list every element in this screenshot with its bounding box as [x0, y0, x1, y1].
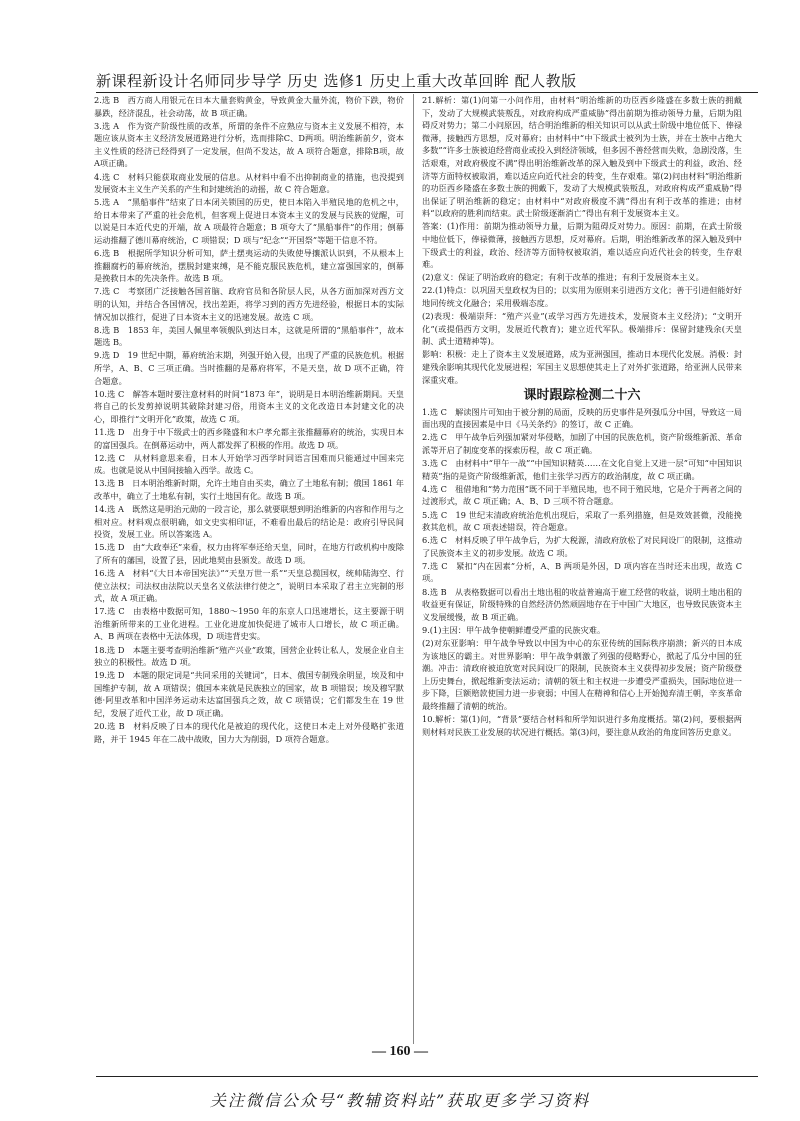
answer-item: 4.选 C 材料只能获取商业发展的信息。从材料中看不出抑制商业的措施，也没提到发展资本主义生产关系的产生和封建统治的动摇，故 C 符合题意。 [94, 171, 404, 195]
answer-item: 2.选 B 西方商人用银元在日本大量套购黄金，导致黄金大量外流，物价下跌，物价暴跌，经济混乱，社会动荡，故 B 项正确。 [94, 95, 404, 118]
answer-item: 13.选 B 日本明治维新时期，允许土地自由买卖，确立了土地私有制；俄国 1861 年改革中，确立了土地私有制，实行土地国有化。故选 B 项。 [94, 478, 404, 501]
answer-item: 14.选 A 既然这是明治元勋的一段言论，那么就要联想到明治维新的内容和作用与之相对应。材料观点很明确，如文史实相印证，不难看出最后的结论是：政府引导民间投资，发展工业。所以答案选 A。 [94, 504, 404, 540]
answer-item: 11.选 D 出身于中下级武士的西乡隆盛和木户孝允都主张推翻幕府的统治，实现日本的富国强兵。在倒幕运动中，两人都发挥了积极的作用。故选 D 项。 [94, 426, 404, 450]
left-column [94, 94, 404, 746]
answer-item: 10.解析：第(1)问，“背景”要结合材料和所学知识进行多角度概括。第(2)问，要根据两则材料对民族工业发展的状况进行概括。第(3)问，要注意从政治的角度回答历史意义。 [422, 714, 742, 737]
answer-item: (2)对东亚影响：甲午战争导致以中国为中心的东亚传统的国际秩序崩溃；新兴的日本成为该地区的霸主。对世界影响：甲午战争刺激了列强的侵略野心，掀起了瓜分中国的狂潮。冲击：清政府被迫放宽对民间设厂的限制，民族资本主义获得初步发展；资产阶级登上历史舞台，掀起维新变法运动；清朝的领土和主权进一步遭受严重损失，国际地位进一步下降，巨额赔款使国力进一步衰弱；中国人在精神和信心上开始抛弃清王朝，辛亥革命最终推翻了清朝的统治。 [422, 637, 742, 711]
right-column [422, 94, 742, 739]
answer-item: 1.选 C 解读图片可知由于被分割的局面，反映的历史事件是列强瓜分中国，导致这一局面出现的直接因素是中日《马关条约》的签订，故 C 正确。 [422, 406, 742, 430]
answer-item: 22.(1)特点：以巩固天皇政权为目的；以实用为原则来引进西方文化；善于引进但能好好地同传统文化融合；采用极端态度。 [422, 285, 742, 308]
answer-item: 18.选 D 本题主要考查明治维新“殖产兴业”政策，国营企业转让私人，发展企业自主独立的积极性。故选 D 项。 [94, 644, 404, 668]
answer-item: 答案：(1)作用：前期为推动领导力量，后期为阻碍反对势力。原因：前期，在武士阶级中地位低下，俸禄微薄，接触西方思想，反对幕府。后期，明治维新改革的深入触及到中下级武士的利益，政治、经济等方面特权被取消，难以适应向近代社会的转变，生存艰难。 [422, 221, 742, 270]
answer-item: 10.选 C 解答本题时要注意材料的时间“1873 年”，说明是日本明治维新期间。天皇将自己的长发剪掉说明其破除封建习俗，用资本主义的文化改造日本封建文化的决心，即推行“文明开化”政策，故选 C 项。 [94, 388, 404, 424]
answer-item: 8.选 B 从表格数据可以看出土地出租的收益普遍高于雇工经营的收益，说明土地出租的收益更有保证，阶级特殊的自然经济仍然顽固地存在于中国广大地区，也导致民族资本主义发展缓慢，故 B 项正确。 [422, 586, 742, 622]
answer-item: 5.选 C 19 世纪末清政府统治危机出现后，采取了一系列措施，但是效效甚微，没能挽救其危机，故 C 项表述错误，符合题意。 [422, 509, 742, 533]
answer-item: 17.选 C 由表格中数据可知，1880～1950 年的东京人口迅速增长，这主要源于明治维新所带来的工业化进程。工业化进度加快促进了城市人口增长，故 C 项正确。A、B 两项在表格中无法体现，D 项违背史实。 [94, 606, 404, 642]
answer-item: 7.选 C 考察团广泛接触各国首脑、政府官员和各阶层人民，从各方面加深对西方文明的认知，并结合各国情况，找出差距，将学习到的西方先进经验，根据日本的实际情况加以推行，促进了日本资本主义的迅速发展。故选 C 项。 [94, 286, 404, 322]
answer-item: 4.选 C 租借地和“势力范围”既不同于半殖民地，也不同于殖民地，它是介于两者之间的过渡形式，故 C 项正确；A、B、D 三项不符合题意。 [422, 483, 742, 507]
answer-item: 7.选 C 紧扣“内在因素”分析，A、B 两项是外因，D 项内容在当时还未出现，故选 C 项。 [422, 560, 742, 584]
answer-item: 20.选 B 材料反映了日本的现代化是被迫的现代化，这使日本走上对外侵略扩张道路，并于 1945 年在二战中战败，国力大为削弱，D 项符合题意。 [94, 721, 404, 744]
page-number: — 160 — [372, 1044, 428, 1059]
answer-item: 9.选 D 19 世纪中期，幕府统治末期，列强开始入侵，出现了严重的民族危机。根据所学，A、B、C 三项正确。当时推翻的是幕府将军，不是天皇，故 D 项不正确，符合题意。 [94, 350, 404, 386]
answer-item: (2)表现：极端崇拜：“殖产兴业”(或学习西方先进技术，发展资本主义经济)；“文明开化”(或提倡西方文明，发展近代教育)；建立近代军队。极端排斥：保留封建残余(天皇制、武士道精神等)。 [422, 311, 742, 347]
answer-item: 9.(1)主因：甲午战争使朝鲜遭受严重的民族灾难。 [422, 624, 606, 635]
answer-item: 15.选 D 由“大政奉还”来看，权力由将军奉还给天皇，同时，在地方行政机构中废除了所有的藩国，设置了县，因此地契由县颁发。故选 D 项。 [94, 542, 404, 565]
answer-item: 影响：积极：走上了资本主义发展道路，成为亚洲强国，推动日本现代化发展。消极：封建残余影响其现代化发展进程；军国主义思想使其走上了对外扩张道路，给亚洲人民带来深重灾难。 [422, 349, 742, 385]
section-title: 课时跟踪检测二十六 [523, 388, 641, 404]
answer-item: 6.选 B 根据所学知识分析可知，萨土摆夷运动的失败使导攘派认识到，不从根本上推翻腐朽的幕府统治，摆脱封建束缚，是不能克服民族危机，建立富强国家的，倒幕是挽救日本的先决条件。故选 B 项。 [94, 248, 404, 284]
page-header: 新课程新设计名师同步导学 历史 选修1 历史上重大改革回眸 配人教版 [96, 72, 577, 90]
answer-item: 6.选 C 材料反映了甲午战争后，为扩大税源，清政府放松了对民间设厂的限制，这推动了民族资本主义的初步发展。故选 C 项。 [422, 535, 742, 558]
answer-item: 3.选 A 作为资产阶级性质的改革，所谓的条件不应熟应与资本主义发展不相符，本题应该从资本主义经济发展道路进行分析，选而排除C、D两项。明治维新前夕，资本主义性质的经济已经得到了一定发展，但尚不发达，故 A 项符合题意，排除B项，故 A项正确。 [94, 120, 404, 169]
answer-item: 16.选 A 材料“《大日本帝国宪法》”“天皇万世一系”“天皇总揽国权，统帅陆海空、行使立法权；司法权由法院以天皇名义依法律行使之”，说明日本采取了君主立宪制的形式，故 A 项正确。 [94, 567, 404, 604]
answer-item: 21.解析：第(1)问第一小问作用，由材料“明治维新的功臣西乡隆盛在多数士族的拥戴下，发动了大规模武装叛乱，对政府构成严重威胁”得出前期为推动领导力量，后期为阻碍反对势力；第二小问原因，结合明治维新的相关知识可以从武士阶级中地位低下、俸禄微薄，接触西方思想，反对幕府；由材料中“中下级武士被列为士族，并在士族中占绝大多数”“许多士族被迫经营商业或投入到经济领域，但多因不善经营而失败，急剧没落，生活艰难，对政府极度不满”得出明治维新改革的深入触及到中下级武士的利益，政治、经济等方面特权被取消，难以适应向近代社会的转变，生存艰难。第(2)问由材料“明治维新的功臣西乡隆盛在多数士族的拥戴下，发动了大规模武装叛乱，对政府构成严重威胁”得出保证了明治维新的稳定；由材料中“对政府极度不满”得出有利于改革的推进；由材料“以政府的胜利而结束。武士阶级逐渐消亡”得出有利于发展资本主义。 [422, 95, 742, 219]
answer-item: (2)意义：保证了明治政府的稳定；有利于改革的推进；有利于发展资本主义。 [422, 272, 704, 283]
column-divider [413, 94, 414, 1044]
answer-item: 2.选 C 甲午战争后列强加紧对华侵略，加剧了中国的民族危机，资产阶级维新派、革命派等开启了制度变革的探索历程，故 C 项正确。 [422, 432, 742, 456]
header-rule [96, 92, 758, 93]
answer-item: 3.选 C 由材料中“甲午一战”“中国知识精英……在文化自觉上又进一层”可知“中国知识精英”指的是资产阶级维新派，他们主张学习西方的政治制度，故 C 项正确。 [422, 458, 742, 481]
footer-rule [96, 1076, 758, 1077]
footer-watermark: 关注微信公众号“教辅资料站”获取更多学习资料 [209, 1091, 591, 1110]
answer-item: 8.选 B 1853 年，美国人佩里率领舰队到达日本，这就是所谓的“黑船事件”，故本题选 B。 [94, 324, 404, 348]
answer-item: 12.选 C 从材料意思来看，日本人开始学习西学时同语言国难而只能通过中国来完成。也就是说从中国间接输入西学。故选 C。 [94, 452, 404, 476]
answer-item: 5.选 A “黑船事件”结束了日本闭关锁国的历史，使日本陷入半殖民地的危机之中，给日本带来了严重的社会危机，但客观上促进日本资本主义的发展与民族的觉醒，可以说是日本近代史的开端，故 A 项最符合题意；B 项夸大了“黑船事件”的作用；倒幕运动推翻了德川幕府统治，C 项错误；D 项与“纪念”“开国祭”等题干信息不符。 [94, 197, 404, 246]
answer-item: 19.选 D 本题的限定词是“共同采用的关键词”，日本、俄国专制残余明显，埃及和中国维护专制，故 A 项错误；俄国本来就是民族独立的国家，故 B 项错误；埃及穆罕默德·阿里改革和中国洋务运动未达富国强兵之效，故 C 项错误；它们都发生在 19 世纪，发展了近代工业，故 D 项正确。 [94, 670, 404, 718]
